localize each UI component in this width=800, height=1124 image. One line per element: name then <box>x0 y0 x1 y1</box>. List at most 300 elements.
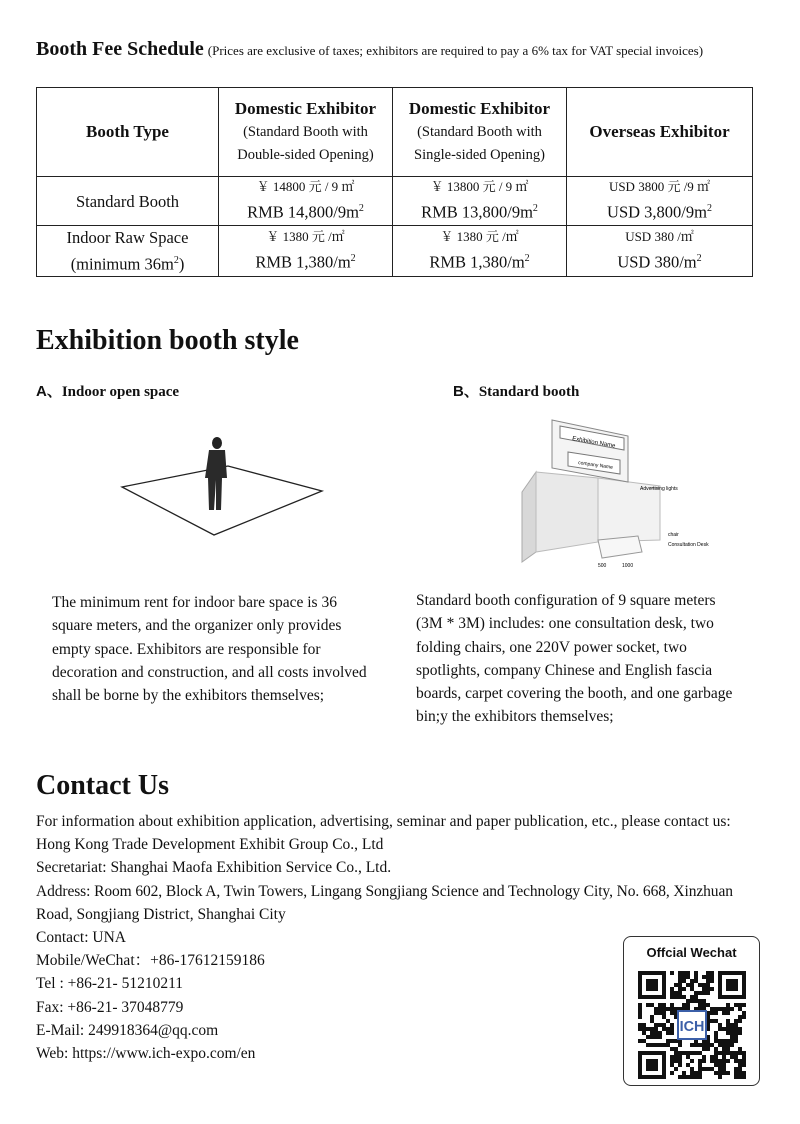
fee-table-header-row <box>37 88 753 177</box>
qr-module <box>642 1031 646 1035</box>
qr-module <box>666 1031 670 1035</box>
qr-module <box>702 1043 706 1047</box>
qr-module <box>670 1007 674 1011</box>
qr-module <box>654 1035 658 1039</box>
dim-500-label: 500 <box>598 563 607 569</box>
contact-intro: For information about exhibition application, advertising, seminar and paper publication, etc., please contact us: <box>36 813 731 830</box>
qr-module <box>686 983 690 987</box>
qr-module <box>642 1023 646 1027</box>
qr-module <box>670 995 674 999</box>
contact-person: Contact: UNA <box>36 929 126 947</box>
qr-module <box>662 1015 666 1019</box>
qr-module <box>702 1003 706 1007</box>
dim-1000-label: 1000 <box>622 563 634 569</box>
qr-module <box>718 1067 722 1071</box>
qr-module <box>714 1047 718 1051</box>
contact-tel: Tel : +86-21- 51210211 <box>36 975 183 993</box>
qr-module <box>682 995 686 999</box>
standard-booth-illustration <box>510 412 710 572</box>
qr-module <box>738 1015 742 1019</box>
qr-module <box>702 975 706 979</box>
consultation-desk-label: Consultation Desk <box>668 542 709 548</box>
qr-module <box>662 1003 666 1007</box>
qr-module <box>678 983 682 987</box>
qr-module <box>706 1043 710 1047</box>
open-space-description: The minimum rent for indoor bare space is 36 square meters, and the organizer only provides empty space. Exhibitors are responsible for decoration and construction, and all costs involved shall be borne by the exhibitors themselves; <box>52 594 367 705</box>
qr-module <box>666 1007 670 1011</box>
qr-module <box>646 1035 650 1039</box>
wechat-qr-card <box>623 936 760 1086</box>
qr-module <box>722 1039 726 1043</box>
qr-module <box>726 1043 730 1047</box>
qr-module <box>726 1027 730 1031</box>
contact-company: Hong Kong Trade Development Exhibit Group Co., Ltd <box>36 836 384 854</box>
qr-module <box>734 1031 738 1035</box>
contact-secretariat: Secretariat: Shanghai Maofa Exhibition Service Co., Ltd. <box>36 859 392 877</box>
qr-module <box>742 1011 746 1015</box>
qr-module <box>678 1051 682 1055</box>
qr-module <box>730 1039 734 1043</box>
qr-module <box>670 991 674 995</box>
qr-module <box>706 979 710 983</box>
qr-module <box>646 1043 650 1047</box>
qr-module <box>738 1027 742 1031</box>
qr-module <box>658 1043 662 1047</box>
qr-module <box>638 1007 642 1011</box>
qr-module <box>730 1023 734 1027</box>
qr-module <box>690 1071 694 1075</box>
qr-module <box>678 1063 682 1067</box>
qr-module <box>674 1051 678 1055</box>
qr-module <box>702 991 706 995</box>
qr-module <box>654 1027 658 1031</box>
qr-module <box>714 1031 718 1035</box>
qr-module <box>690 999 694 1003</box>
qr-module <box>738 1003 742 1007</box>
qr-module <box>726 1051 730 1055</box>
qr-module <box>726 1003 730 1007</box>
qr-module <box>742 1071 746 1075</box>
qr-module <box>718 1043 722 1047</box>
qr-module <box>650 1015 654 1019</box>
qr-module <box>710 1059 714 1063</box>
person-figure <box>205 437 227 510</box>
chair-label: chair <box>668 532 679 538</box>
qr-module <box>690 987 694 991</box>
qr-module <box>738 1071 742 1075</box>
contact-address: Address: Room 602, Block A, Twin Towers, Lingang Songjiang Science and Technology City, No. 668, Xinzhuan <box>36 882 733 900</box>
qr-module <box>726 1023 730 1027</box>
qr-module <box>730 1007 734 1011</box>
qr-module <box>654 1043 658 1047</box>
qr-module <box>730 1031 734 1035</box>
booth-left-wall <box>522 472 536 562</box>
fee-schedule-note: (Prices are exclusive of taxes; exhibitors are required to pay a 6% tax for VAT special invoices) <box>207 43 704 58</box>
contact-email[interactable]: E-Mail: 249918364@qq.com <box>36 1021 219 1039</box>
price-cell: USD 3800 元 /9 ㎡ USD $3,800/9m^2$ <box>567 177 753 226</box>
qr-module <box>674 1067 678 1071</box>
qr-module <box>690 1059 694 1063</box>
qr-module <box>654 1023 658 1027</box>
qr-module <box>678 1043 682 1047</box>
qr-module <box>738 1047 742 1051</box>
qr-module <box>714 1019 718 1023</box>
advertising-lights-label: Advertising lights <box>640 486 678 492</box>
qr-module <box>742 1075 746 1079</box>
qr-module <box>714 1055 718 1059</box>
qr-module <box>670 1031 674 1035</box>
header-domestic-single: Domestic Exhibitor (Standard Booth with Single-sided Opening) <box>393 88 567 177</box>
qr-module <box>710 971 714 975</box>
qr-module <box>686 999 690 1003</box>
qr-module <box>734 1039 738 1043</box>
qr-module <box>714 1035 718 1039</box>
qr-module <box>718 1039 722 1043</box>
qr-module <box>698 1043 702 1047</box>
qr-module <box>686 1075 690 1079</box>
qr-module <box>718 1059 722 1063</box>
qr-module <box>702 1047 706 1051</box>
qr-module <box>658 1011 662 1015</box>
qr-module <box>694 971 698 975</box>
qr-module <box>710 1007 714 1011</box>
qr-module <box>670 987 674 991</box>
contact-address-cont: Road, Songjiang District, Shanghai City <box>36 905 286 923</box>
qr-module <box>738 1051 742 1055</box>
qr-module <box>734 1051 738 1055</box>
qr-module <box>678 971 682 975</box>
qr-module <box>726 1019 730 1023</box>
booth-style-title: Exhibition booth style <box>36 325 299 356</box>
qr-module <box>694 1071 698 1075</box>
qr-module <box>694 1075 698 1079</box>
qr-module <box>666 1019 670 1023</box>
qr-module <box>670 1003 674 1007</box>
qr-module <box>710 1043 714 1047</box>
qr-module <box>710 1067 714 1071</box>
qr-module <box>738 1063 742 1067</box>
qr-module <box>686 1051 690 1055</box>
qr-module <box>658 1023 662 1027</box>
qr-module <box>730 1055 734 1059</box>
qr-module <box>734 1055 738 1059</box>
qr-module <box>658 1031 662 1035</box>
standard-booth-description: Standard booth configuration of 9 square meters (3M * 3M) includes: one consultation desk, two folding chairs, one 220V power socket, two spotlights, company Chinese and English fascia boards, carpet covering the booth, and one garbage bin;y the exhibitors themselves; <box>416 592 733 726</box>
qr-module <box>714 1039 718 1043</box>
qr-module <box>698 1063 702 1067</box>
qr-module <box>670 1011 674 1015</box>
qr-module <box>670 1027 674 1031</box>
table-row <box>37 177 753 226</box>
qr-module <box>678 1055 682 1059</box>
qr-module <box>638 1027 642 1031</box>
qr-module <box>658 1035 662 1039</box>
qr-module <box>730 1051 734 1055</box>
qr-module <box>682 979 686 983</box>
qr-module <box>714 1059 718 1063</box>
qr-module <box>698 1059 702 1063</box>
qr-module <box>714 1007 718 1011</box>
qr-module <box>734 1059 738 1063</box>
qr-module <box>682 971 686 975</box>
qr-module <box>674 1055 678 1059</box>
qr-module <box>730 1027 734 1031</box>
qr-module <box>718 1027 722 1031</box>
qr-module <box>702 1055 706 1059</box>
qr-module <box>674 1047 678 1051</box>
qr-module <box>722 1011 726 1015</box>
qr-module <box>738 1007 742 1011</box>
qr-module <box>670 1055 674 1059</box>
qr-module <box>678 991 682 995</box>
qr-module <box>694 995 698 999</box>
qr-module <box>718 1071 722 1075</box>
fee-table <box>36 87 753 277</box>
qr-module <box>718 1007 722 1011</box>
qr-module <box>694 1043 698 1047</box>
qr-module <box>706 987 710 991</box>
qr-module <box>682 1051 686 1055</box>
qr-module <box>674 995 678 999</box>
qr-module <box>686 1063 690 1067</box>
qr-module <box>706 1003 710 1007</box>
qr-module <box>722 1043 726 1047</box>
qr-module <box>670 1039 674 1043</box>
qr-module <box>722 1055 726 1059</box>
qr-module <box>694 991 698 995</box>
qr-module <box>698 983 702 987</box>
qr-module <box>638 1015 642 1019</box>
qr-module <box>706 975 710 979</box>
price-cell: USD 380 /㎡ USD $380/m^2$ <box>567 226 753 277</box>
contact-mobile: Mobile/WeChat：+86-17612159186 <box>36 952 265 970</box>
qr-module <box>722 1059 726 1063</box>
qr-module <box>738 1075 742 1079</box>
qr-module <box>694 979 698 983</box>
qr-module <box>738 1019 742 1023</box>
qr-module <box>686 971 690 975</box>
qr-module <box>670 1063 674 1067</box>
fee-schedule-title: Booth Fee Schedule <box>36 38 204 60</box>
qr-module <box>726 1039 730 1043</box>
qr-module <box>714 1011 718 1015</box>
qr-module <box>690 1067 694 1071</box>
qr-module <box>670 1023 674 1027</box>
price-cell: ￥ 1380 元 /㎡ RMB $1,380/m^2$ <box>393 226 567 277</box>
qr-module <box>722 1067 726 1071</box>
fee-schedule-heading <box>36 38 703 61</box>
qr-module <box>650 1019 654 1023</box>
qr-module <box>638 1039 642 1043</box>
qr-module <box>710 1019 714 1023</box>
qr-module <box>678 1075 682 1079</box>
qr-module <box>662 1043 666 1047</box>
qr-module <box>682 1075 686 1079</box>
qr-module <box>698 999 702 1003</box>
qr-module <box>646 1003 650 1007</box>
qr-module <box>726 1031 730 1035</box>
qr-module <box>666 1027 670 1031</box>
qr-module <box>734 1019 738 1023</box>
qr-module <box>690 1075 694 1079</box>
option-b-heading: B、Standard booth <box>453 383 580 400</box>
qr-module <box>730 1035 734 1039</box>
qr-module <box>738 1059 742 1063</box>
qr-module <box>706 991 710 995</box>
qr-module <box>678 975 682 979</box>
qr-module <box>706 983 710 987</box>
qr-module <box>678 1059 682 1063</box>
qr-module <box>718 1075 722 1079</box>
qr-module <box>694 1051 698 1055</box>
qr-module <box>670 1071 674 1075</box>
qr-module <box>734 1003 738 1007</box>
qr-module <box>726 1059 730 1063</box>
qr-module <box>702 983 706 987</box>
qr-title: Offcial Wechat <box>646 945 737 960</box>
qr-module <box>710 1055 714 1059</box>
wechat-qr-code[interactable] <box>638 971 746 1079</box>
qr-module <box>682 1003 686 1007</box>
ich-logo: ICH <box>679 1019 705 1035</box>
qr-module <box>742 1063 746 1067</box>
qr-module <box>714 1071 718 1075</box>
qr-module <box>690 1043 694 1047</box>
qr-module <box>734 1071 738 1075</box>
qr-module <box>698 1075 702 1079</box>
qr-module <box>690 979 694 983</box>
qr-module <box>638 1011 642 1015</box>
qr-module <box>682 975 686 979</box>
header-overseas: Overseas Exhibitor <box>567 88 753 177</box>
qr-module <box>726 1007 730 1011</box>
price-cell: ￥ 13800 元 / 9 ㎡ RMB $13,800/9m^2$ <box>393 177 567 226</box>
qr-module <box>738 1031 742 1035</box>
price-cell: ￥ 1380 元 /㎡ RMB $1,380/m^2$ <box>219 226 393 277</box>
qr-module <box>742 1055 746 1059</box>
qr-module <box>734 1035 738 1039</box>
qr-module <box>642 1039 646 1043</box>
qr-module <box>650 1027 654 1031</box>
qr-module <box>650 1043 654 1047</box>
qr-module <box>678 995 682 999</box>
qr-module <box>694 999 698 1003</box>
qr-module <box>698 991 702 995</box>
qr-module <box>670 1059 674 1063</box>
company-name-label: company Name <box>577 460 614 471</box>
qr-module <box>730 1043 734 1047</box>
row-type-raw-space: Indoor Raw Space (minimum $36m^2$) <box>37 226 219 277</box>
qr-module <box>698 1003 702 1007</box>
contact-website[interactable]: Web: https://www.ich-expo.com/en <box>36 1045 256 1063</box>
qr-module <box>726 1011 730 1015</box>
header-booth-type: Booth Type <box>37 88 219 177</box>
qr-module <box>702 999 706 1003</box>
qr-module <box>710 987 714 991</box>
qr-module <box>698 1071 702 1075</box>
header-domestic-double: Domestic Exhibitor (Standard Booth with Double-sided Opening) <box>219 88 393 177</box>
qr-module <box>686 1055 690 1059</box>
qr-module <box>686 1003 690 1007</box>
qr-module <box>738 1067 742 1071</box>
qr-module <box>722 1051 726 1055</box>
qr-module <box>662 1023 666 1027</box>
price-cell: ￥ 14800 元 / 9 ㎡ RMB $14,800/9m^2$ <box>219 177 393 226</box>
contact-title: Contact Us <box>36 770 169 801</box>
qr-module <box>742 1003 746 1007</box>
qr-module <box>742 1051 746 1055</box>
qr-module <box>642 1027 646 1031</box>
option-a-heading: A、Indoor open space <box>36 383 180 400</box>
qr-module <box>654 1011 658 1015</box>
table-row <box>37 226 753 277</box>
qr-module <box>722 1063 726 1067</box>
qr-module <box>670 1047 674 1051</box>
qr-module <box>706 1047 710 1051</box>
qr-module <box>726 1047 730 1051</box>
qr-module <box>714 1051 718 1055</box>
exhibition-name-label: Exhibition Name <box>571 436 616 450</box>
open-space-illustration <box>110 430 330 540</box>
booth-back-wall <box>536 472 598 552</box>
qr-module <box>694 975 698 979</box>
qr-module <box>662 1027 666 1031</box>
qr-module <box>690 995 694 999</box>
qr-module <box>650 1003 654 1007</box>
qr-module <box>722 1007 726 1011</box>
qr-module <box>726 1071 730 1075</box>
qr-module <box>686 975 690 979</box>
qr-module <box>658 1007 662 1011</box>
qr-module <box>662 1007 666 1011</box>
qr-module <box>650 1035 654 1039</box>
qr-module <box>678 979 682 983</box>
qr-module <box>666 1043 670 1047</box>
qr-module <box>654 1007 658 1011</box>
qr-module <box>702 987 706 991</box>
qr-module <box>702 1067 706 1071</box>
qr-module <box>650 1031 654 1035</box>
qr-module <box>674 983 678 987</box>
qr-module <box>638 1023 642 1027</box>
qr-module <box>666 1039 670 1043</box>
qr-module <box>654 1031 658 1035</box>
qr-module <box>638 1003 642 1007</box>
qr-module <box>710 1011 714 1015</box>
qr-module <box>718 1023 722 1027</box>
qr-module <box>742 1059 746 1063</box>
qr-module <box>698 1067 702 1071</box>
qr-module <box>690 983 694 987</box>
qr-module <box>674 1059 678 1063</box>
qr-module <box>718 1063 722 1067</box>
qr-module <box>742 1015 746 1019</box>
qr-module <box>710 979 714 983</box>
qr-module <box>734 1075 738 1079</box>
qr-module <box>658 1003 662 1007</box>
qr-module <box>734 1067 738 1071</box>
contact-fax: Fax: +86-21- 37048779 <box>36 998 184 1016</box>
qr-module <box>714 1063 718 1067</box>
qr-module <box>706 1067 710 1071</box>
qr-module <box>706 971 710 975</box>
qr-module <box>682 1071 686 1075</box>
qr-module <box>734 1027 738 1031</box>
qr-module <box>690 1051 694 1055</box>
qr-module <box>710 975 714 979</box>
qr-module <box>722 1047 726 1051</box>
qr-module <box>722 1071 726 1075</box>
